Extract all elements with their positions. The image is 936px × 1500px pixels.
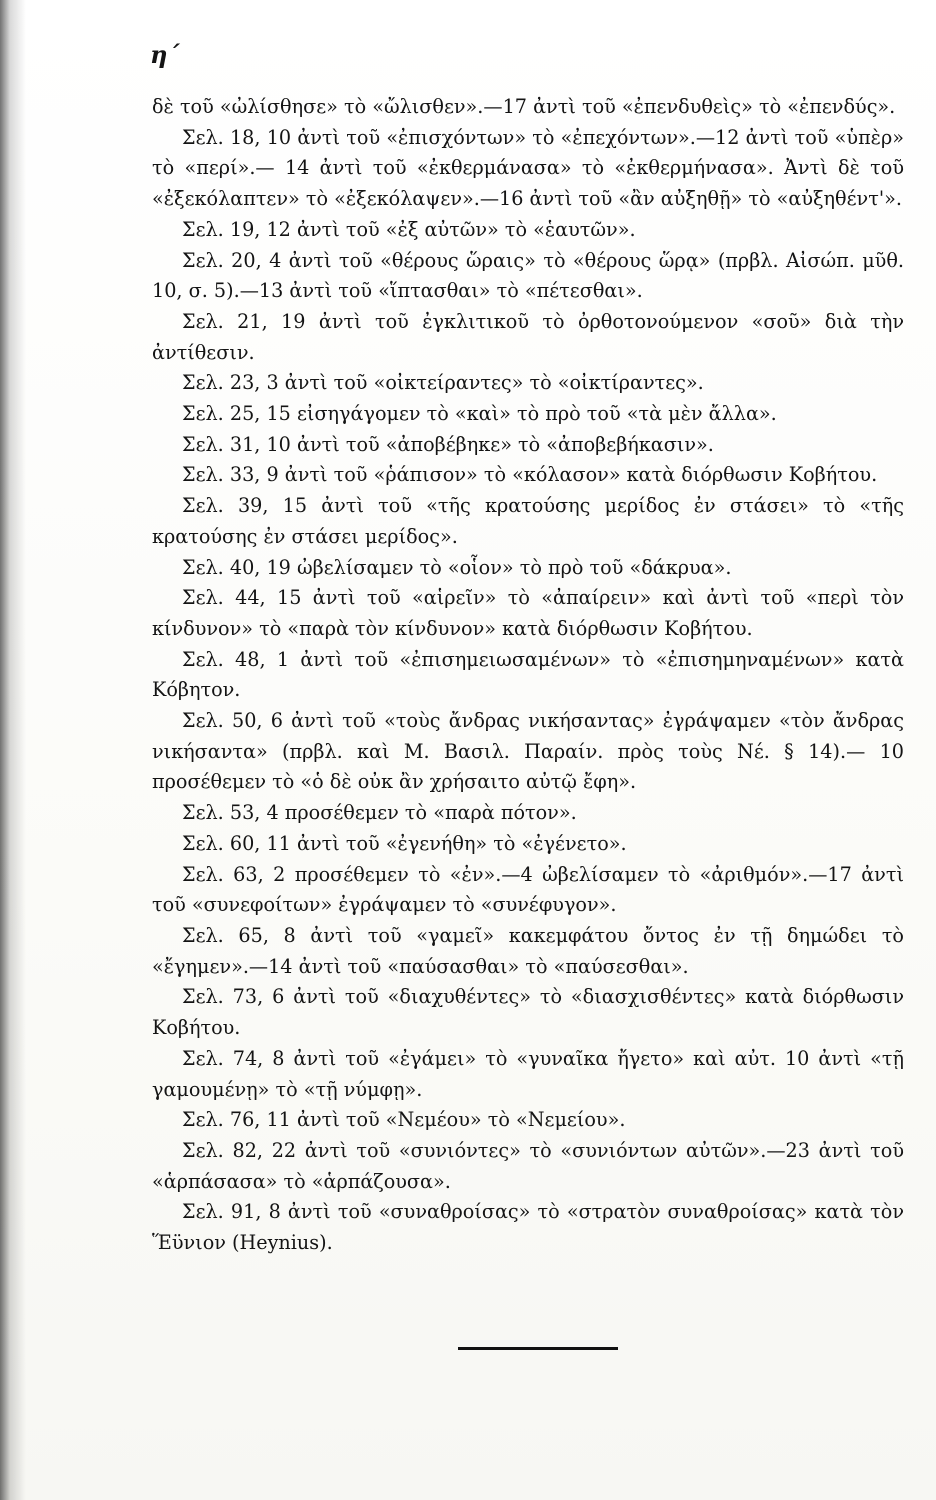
- errata-entry: Σελ. 74, 8 ἀντὶ τοῦ «ἐγάμει» τὸ «γυναῖκα ἤγετο» καὶ αὐτ. 10 ἀντὶ «τῇ γαμουμένῃ» τὸ «τῇ νύμφῃ».: [152, 1046, 904, 1101]
- errata-entry: Σελ. 53, 4 προσέθεμεν τὸ «παρὰ πότον».: [182, 801, 577, 825]
- errata-entry: Σελ. 20, 4 ἀντὶ τοῦ «θέρους ὥραις» τὸ «θέρους ὥρᾳ» (πρβλ. Αἰσώπ. μῦθ. 10, σ. 5).—13 ἀντὶ τοῦ «ἵπτασθαι» τὸ «πέτεσθαι».: [152, 248, 904, 303]
- errata-entry: Σελ. 19, 12 ἀντὶ τοῦ «ἐξ αὐτῶν» τὸ «ἑαυτῶν».: [182, 217, 636, 241]
- errata-entry: Σελ. 91, 8 ἀντὶ τοῦ «συναθροίσας» τὸ «στρατὸν συναθροίσας» κατὰ τὸν Ἕϋνιον (Heynius).: [152, 1200, 904, 1255]
- errata-entry: Σελ. 40, 19 ὠβελίσαμεν τὸ «οἷον» τὸ πρὸ τοῦ «δάκρυα».: [182, 555, 732, 579]
- errata-entry: Σελ. 39, 15 ἀντὶ τοῦ «τῆς κρατούσης μερίδος ἐν στάσει» τὸ «τῆς κρατούσης ἐν στάσει μερίδος».: [152, 494, 904, 548]
- errata-entry: Σελ. 23, 3 ἀντὶ τοῦ «οἰκτείραντες» τὸ «οἰκτίραντες».: [182, 371, 704, 395]
- errata-entry: Σελ. 60, 11 ἀντὶ τοῦ «ἐγενήθη» τὸ «ἐγένετο».: [182, 831, 627, 855]
- errata-entry: Σελ. 44, 15 ἀντὶ τοῦ «αἱρεῖν» τὸ «ἀπαίρειν» καὶ ἀντὶ τοῦ «περὶ τὸν κίνδυνον» τὸ «παρὰ τὸν κίνδυνον» κατὰ διόρθωσιν Κοβήτου.: [152, 586, 904, 640]
- errata-entry: Σελ. 65, 8 ἀντὶ τοῦ «γαμεῖ» κακεμφάτου ὄντος ἐν τῇ δημώδει τὸ «ἔγημεν».—14 ἀντὶ τοῦ «παύσασθαι» τὸ «παύσεσθαι».: [152, 923, 904, 978]
- errata-entry: Σελ. 76, 11 ἀντὶ τοῦ «Νεμέου» τὸ «Νεμείου».: [182, 1108, 626, 1132]
- errata-entry: Σελ. 33, 9 ἀντὶ τοῦ «ῥάπισον» τὸ «κόλασον» κατὰ διόρθωσιν Κοβήτου.: [182, 463, 878, 487]
- errata-entry: δὲ τοῦ «ὠλίσθησε» τὸ «ὤλισθεν».—17 ἀντὶ τοῦ «ἐπενδυθεὶς» τὸ «ἐπενδύς».: [152, 95, 896, 118]
- page-number: η΄: [150, 40, 180, 69]
- errata-entry: Σελ. 48, 1 ἀντὶ τοῦ «ἐπισημειωσαμένων» τὸ «ἐπισημηναμένων» κατὰ Κόβητον.: [152, 647, 904, 702]
- errata-entry: Σελ. 31, 10 ἀντὶ τοῦ «ἀποβέβηκε» τὸ «ἀποβεβήκασιν».: [182, 432, 714, 456]
- errata-entry: Σελ. 82, 22 ἀντὶ τοῦ «συνιόντες» τὸ «συνιόντων αὐτῶν».—23 ἀντὶ τοῦ «ἁρπάσασα» τὸ «ἁρπάζουσα».: [152, 1138, 904, 1193]
- closing-rule: [458, 1347, 618, 1350]
- errata-entry: Σελ. 18, 10 ἀντὶ τοῦ «ἐπισχόντων» τὸ «ἐπεχόντων».—12 ἀντὶ τοῦ «ὑπὲρ» τὸ «περί».— 14 ἀντὶ τοῦ «ἐκθερμάνασα» τὸ «ἐκθερμήνασα». Ἀντὶ δὲ τοῦ «ἐξεκόλαπτεν» τὸ «ἐξεκόλαψεν».—16 ἀντὶ τοῦ «ἂν αὐξηθῇ» τὸ «αὐξηθέντ'».: [152, 125, 904, 211]
- errata-entry: Σελ. 25, 15 εἰσηγάγομεν τὸ «καὶ» τὸ πρὸ τοῦ «τὰ μὲν ἄλλα».: [182, 402, 777, 426]
- errata-entry: Σελ. 63, 2 προσέθεμεν τὸ «ἐν».—4 ὠβελίσαμεν τὸ «ἀριθμόν».—17 ἀντὶ τοῦ «συνεφοίτων» ἐγράψαμεν τὸ «συνέφυγον».: [152, 862, 904, 917]
- errata-list: [152, 92, 904, 1259]
- errata-entry: Σελ. 73, 6 ἀντὶ τοῦ «διαχυθέντες» τὸ «διασχισθέντες» κατὰ διόρθωσιν Κοβήτου.: [152, 985, 904, 1040]
- errata-entry: Σελ. 50, 6 ἀντὶ τοῦ «τοὺς ἄνδρας νικήσαντας» ἐγράψαμεν «τὸν ἄνδρας νικήσαντα» (πρβλ. καὶ Μ. Βασιλ. Παραίν. πρὸς τοὺς Νέ. § 14).— 10 προσέθεμεν τὸ «ὁ δὲ οὐκ ἂν χρήσαιτο αὐτῷ ἔφη».: [152, 709, 904, 794]
- errata-entry: Σελ. 21, 19 ἀντὶ τοῦ ἐγκλιτικοῦ τὸ ὀρθοτονούμενον «σοῦ» διὰ τὴν ἀντίθεσιν.: [152, 309, 904, 364]
